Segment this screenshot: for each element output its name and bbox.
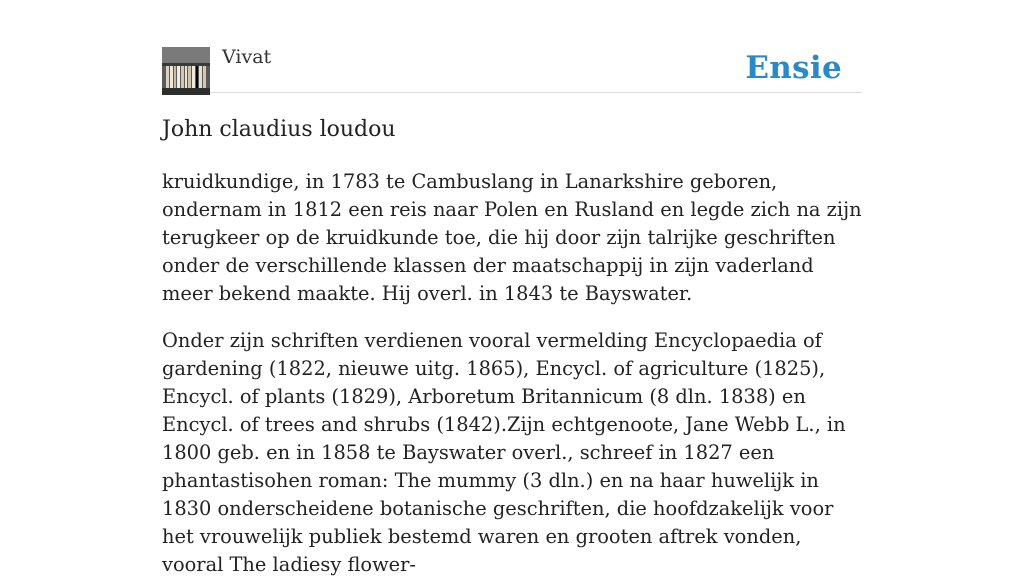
page-container — [162, 0, 862, 576]
article-paragraph: Onder zijn schriften verdienen vooral vermelding Encyclopaedia of gardening (1822, nieuwe uitg. 1865), Encycl. of agriculture (1825), Encycl. of plants (1829), Arboretum Britannicum (8 dln. 1838) en Encycl. of trees and shrubs (1842).Zijn echtgenoote, Jane Webb L., in 1800 geb. en in 1858 te Bayswater overl., schreef in 1827 een phantastisohen roman: The mummy (3 dln.) en na haar huwelijk in 1830 onderscheidene botanische geschriften, die hoofdzakelijk voor het vrouwelijk publiek bestemd waren en grooten aftrek vonden, vooral The ladiesy flower- — [162, 329, 846, 576]
article-paragraph: kruidkundige, in 1783 te Cambuslang in Lanarkshire geboren, ondernam in 1812 een reis naar Polen en Rusland en legde zich na zijn terugkeer op de kruidkunde toe, die hij door zijn talrijke geschriften onder de verschillende klassen der maatschappij in zijn vaderland meer bekend maakte. Hij overl. in 1843 te Bayswater. — [162, 170, 862, 305]
author-avatar[interactable] — [162, 47, 210, 95]
books-avatar-icon — [162, 47, 210, 95]
site-logo[interactable]: Ensie — [745, 50, 842, 86]
article-title: John claudius loudou — [162, 117, 396, 142]
header — [162, 0, 862, 93]
author-name[interactable]: Vivat — [222, 46, 272, 68]
